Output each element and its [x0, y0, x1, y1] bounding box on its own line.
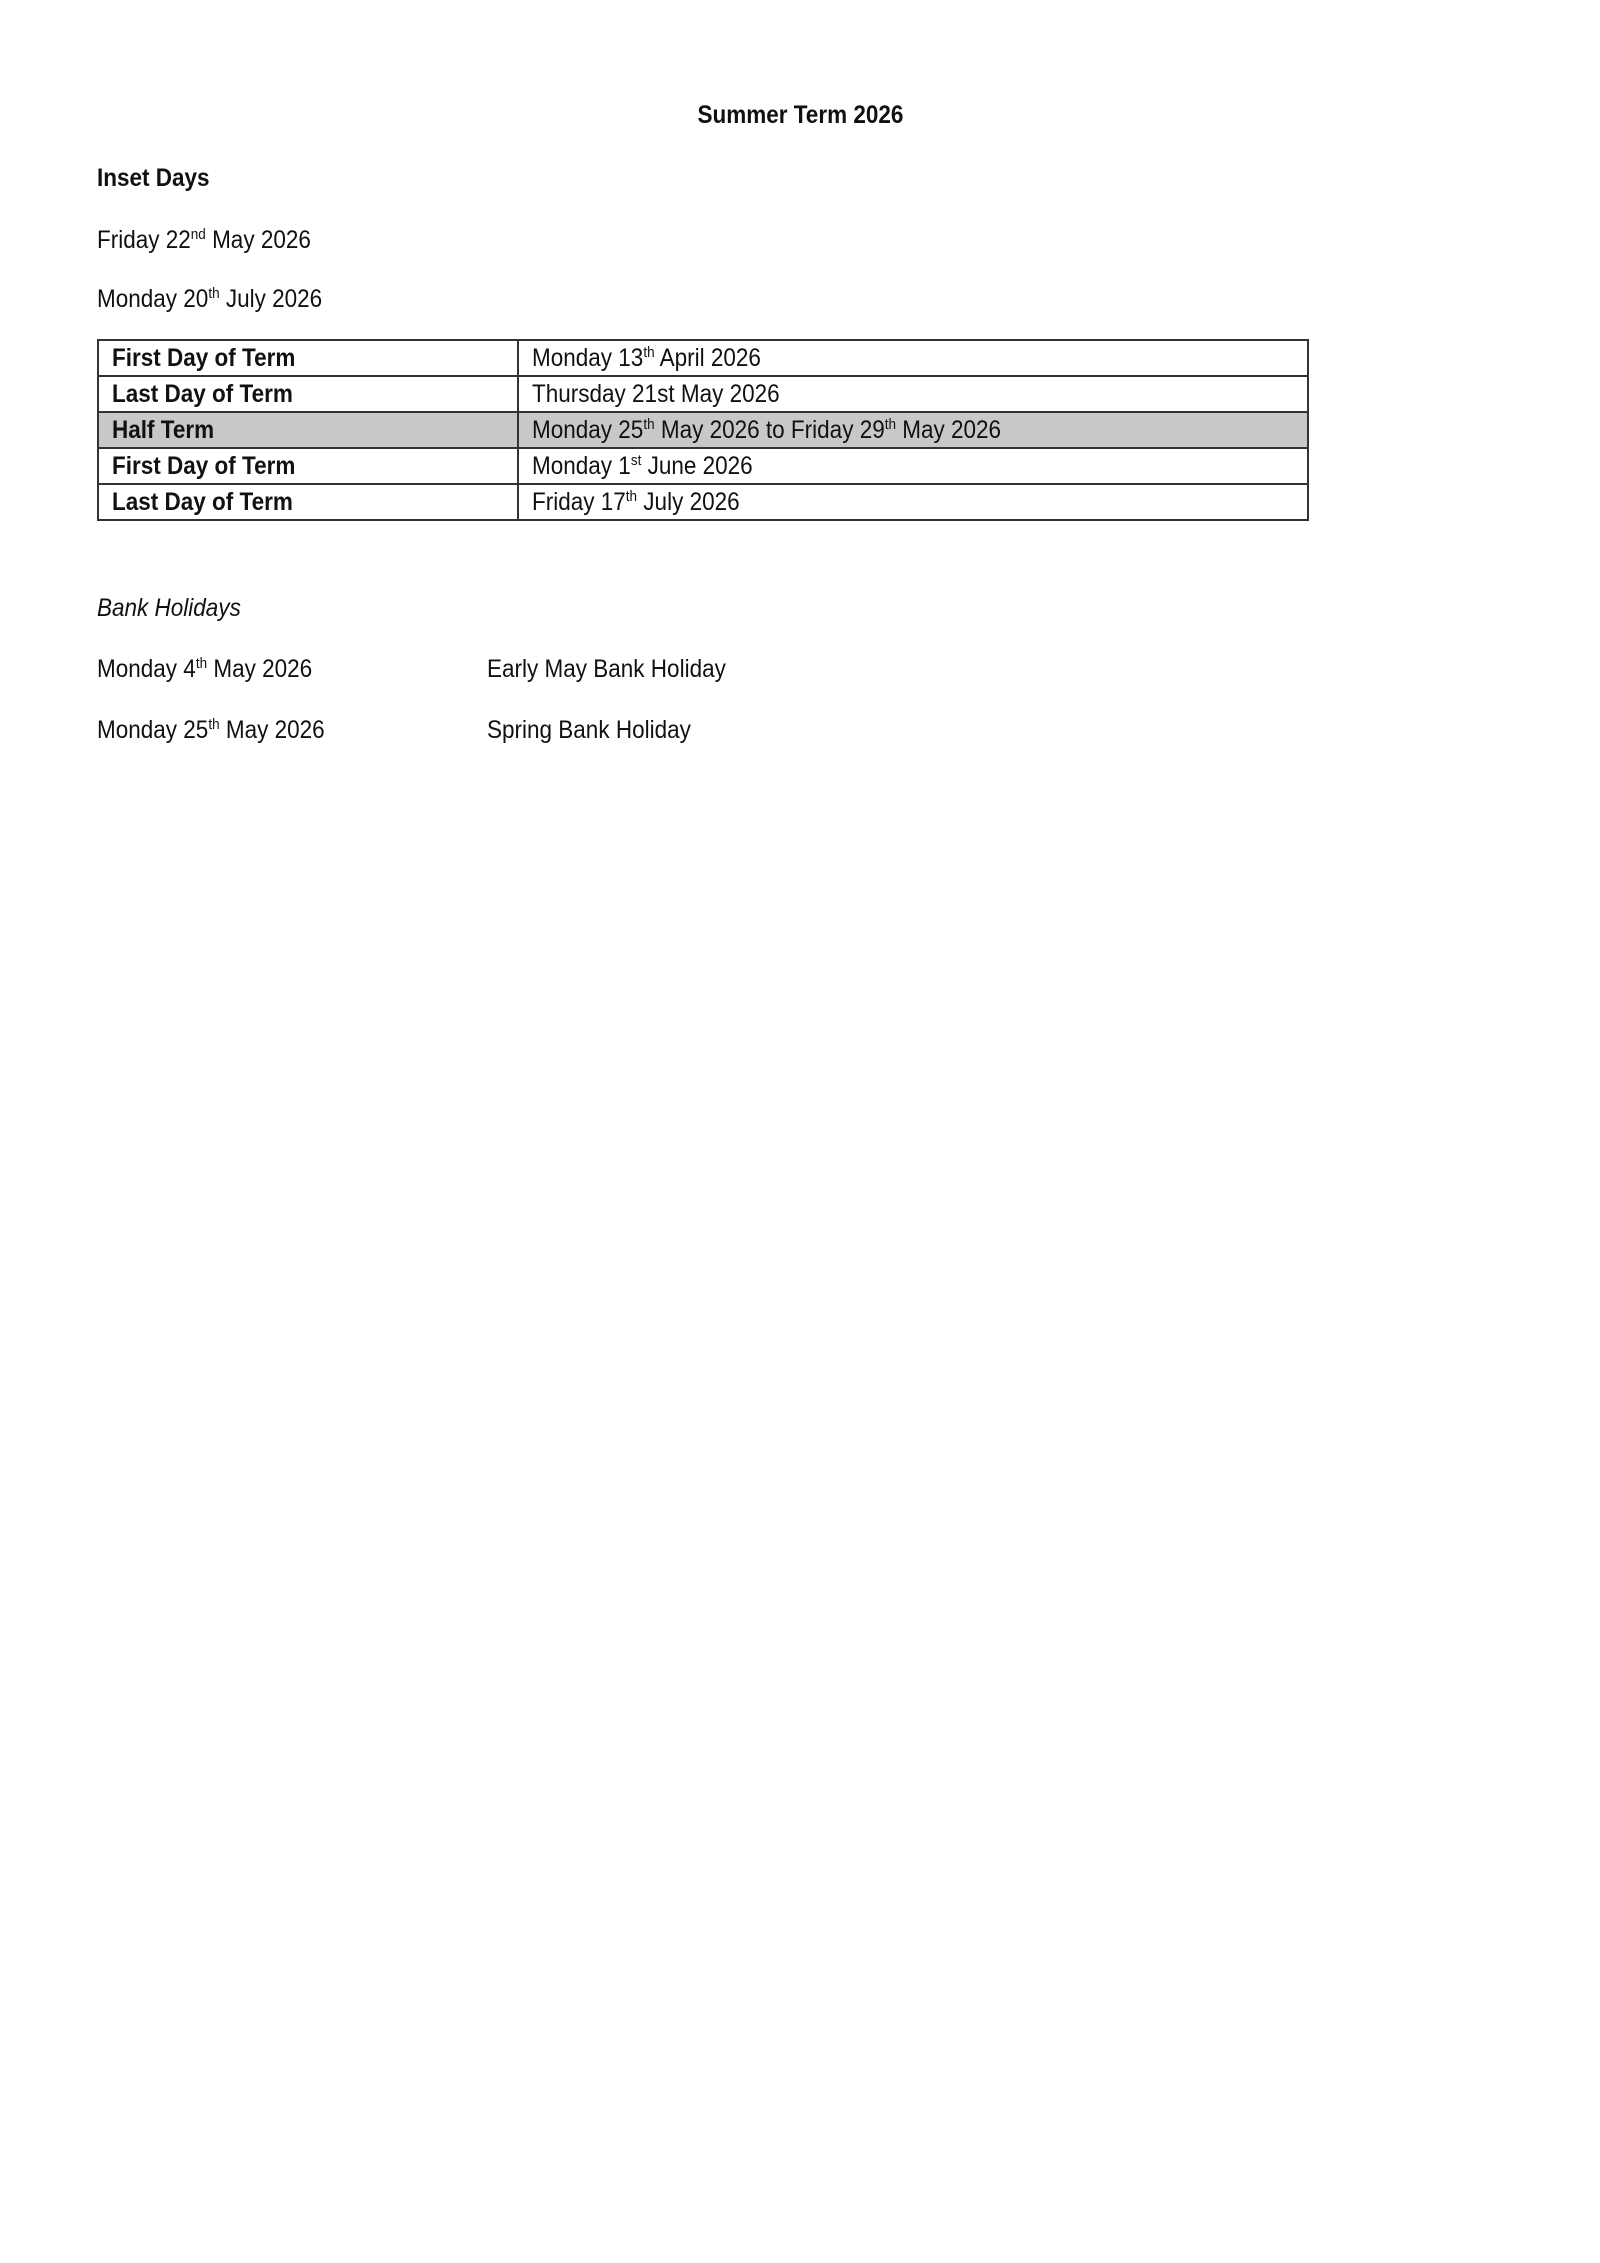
term-dates-table	[97, 339, 1309, 521]
date-text: May 2026	[207, 655, 313, 683]
term-date	[532, 343, 761, 372]
inset-day-text	[97, 287, 322, 312]
inset-days-heading-text: Inset Days	[97, 164, 210, 192]
inset-day-text	[97, 228, 311, 253]
inset-day-item	[97, 287, 347, 312]
ordinal-suffix: th	[643, 415, 655, 433]
inset-day-date: Monday 20	[97, 285, 209, 313]
date-text: Monday 25	[532, 415, 644, 444]
inset-day-item	[97, 228, 335, 253]
bank-holidays-heading-text: Bank Holidays	[97, 594, 241, 622]
term-label-cell	[98, 484, 518, 520]
table-row-half-term	[98, 412, 1308, 448]
ordinal-suffix: st	[630, 451, 642, 469]
ordinal-suffix: nd	[190, 226, 206, 243]
bank-holiday-name-text: Spring Bank Holiday	[487, 716, 691, 744]
bank-holidays-heading	[97, 596, 257, 621]
term-label-cell	[98, 376, 518, 412]
inset-days-heading	[97, 166, 222, 191]
date-text: Monday 4	[97, 655, 196, 683]
bank-holiday-date-text	[97, 718, 325, 743]
table-row	[98, 448, 1308, 484]
date-text: Monday 25	[97, 716, 209, 744]
page-title	[0, 103, 1600, 128]
term-date	[532, 451, 753, 480]
term-label-cell	[98, 412, 518, 448]
date-text: April 2026	[654, 343, 761, 372]
date-text: June 2026	[641, 451, 753, 480]
bank-holiday-name-text: Early May Bank Holiday	[487, 655, 726, 683]
inset-day-month-year: May 2026	[205, 226, 311, 254]
term-date-cell	[518, 340, 1308, 376]
term-label: First Day of Term	[112, 451, 296, 480]
bank-holiday-date	[97, 718, 350, 743]
inset-day-month-year: July 2026	[219, 285, 323, 313]
term-label-cell	[98, 340, 518, 376]
term-date	[532, 415, 1002, 444]
term-date-cell	[518, 376, 1308, 412]
ordinal-suffix: th	[208, 716, 220, 733]
term-label: First Day of Term	[112, 343, 296, 372]
term-label-cell	[98, 448, 518, 484]
term-date-cell	[518, 484, 1308, 520]
table-row	[98, 376, 1308, 412]
ordinal-suffix: th	[208, 285, 220, 302]
term-date-cell	[518, 412, 1308, 448]
date-text: July 2026	[637, 487, 740, 516]
bank-holiday-date-text	[97, 657, 312, 682]
ordinal-suffix: th	[195, 655, 208, 672]
term-date	[532, 487, 740, 516]
date-text: Friday 17	[532, 487, 626, 516]
ordinal-suffix: th	[625, 487, 638, 505]
date-text: May 2026	[895, 415, 1002, 444]
bank-holiday-date	[97, 657, 336, 682]
inset-day-date: Friday 22	[97, 226, 191, 254]
ordinal-suffix: th	[643, 343, 655, 361]
bank-holiday-name	[487, 657, 752, 682]
date-text: May 2026 to Friday 29	[654, 415, 885, 444]
date-text: May 2026	[219, 716, 325, 744]
term-date	[532, 379, 780, 408]
date-text: Monday 1	[532, 451, 631, 480]
ordinal-suffix: th	[884, 415, 896, 433]
term-date-cell	[518, 448, 1308, 484]
bank-holiday-name	[487, 718, 714, 743]
table-row	[98, 484, 1308, 520]
page-title-text: Summer Term 2026	[697, 101, 903, 129]
term-label: Last Day of Term	[112, 379, 293, 408]
date-text: Thursday 21st May 2026	[532, 379, 780, 408]
date-text: Monday 13	[532, 343, 644, 372]
term-label: Last Day of Term	[112, 487, 293, 516]
table-row	[98, 340, 1308, 376]
term-label: Half Term	[112, 415, 215, 444]
